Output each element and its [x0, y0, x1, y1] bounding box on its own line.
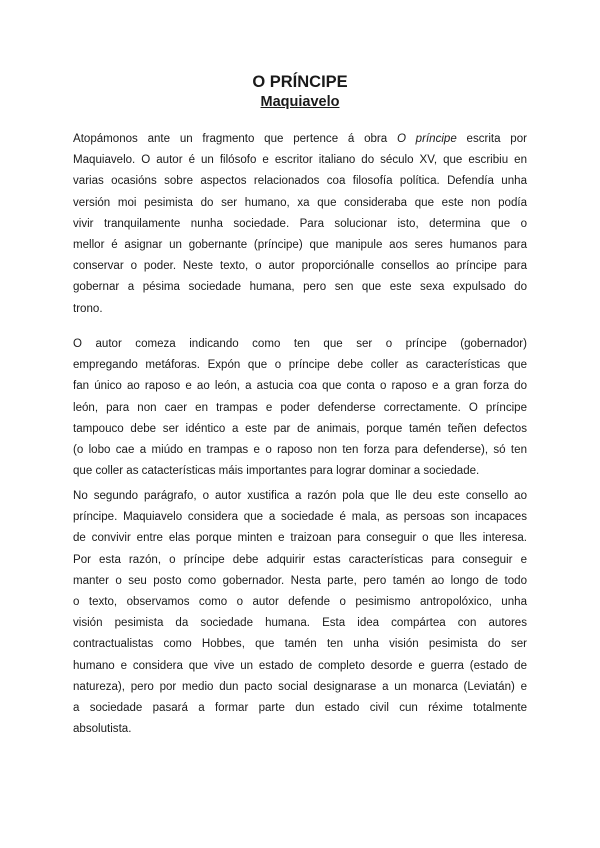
text-line: varias ocasións sobre aspectos relacionados coa filosofía política. Defendía unha: [73, 175, 527, 188]
text-line: manter o seu posto como gobernador. Nesta parte, pero tamén ao longo de todo: [73, 574, 527, 587]
text-line: O autor comeza indicando como ten que ser o príncipe (gobernador): [73, 338, 527, 350]
document-title: O PRÍNCIPE: [252, 73, 348, 91]
text-line: príncipe. Maquiavelo considera que a sociedade é mala, as persoas son incapaces: [73, 511, 527, 524]
text-line: mellor é asignar un gobernante (príncipe) que manipule aos seres humanos para: [73, 239, 527, 252]
paragraph-2: [73, 334, 527, 482]
paragraph-3: [73, 486, 527, 740]
text-line: a sociedade pasará a formar parte dun estado civil cun réxime totalmente: [73, 702, 527, 715]
text-line: Maquiavelo. O autor é un filósofo e escritor italiano do século XV, que escribiu en: [73, 154, 527, 167]
text-line: No segundo parágrafo, o autor xustifica a razón pola que lle deu este consello ao: [73, 490, 527, 502]
text-line: absolutista.: [73, 723, 132, 736]
text-line: león, para non caer en trampas e poder defenderse correctamente. O príncipe: [73, 401, 527, 414]
text-line: (o lobo cae a miúdo en trampas e o raposo non ten forza para defenderse), só ten: [73, 444, 527, 457]
text-line: Atopámonos ante un fragmento que pertence á obra O príncipe escrita por: [73, 133, 527, 145]
text-line: humano e considera que vive un estado de completo desorde e guerra (estado de: [73, 659, 527, 672]
text-line: empregando metáforas. Expón que o príncipe debe coller as características que: [73, 359, 527, 372]
text-line: conservar o poder. Neste texto, o autor proporciónalle consellos ao príncipe para: [73, 260, 527, 273]
text-line: contractualistas como Hobbes, que tamén ten unha visión pesimista do ser: [73, 638, 527, 651]
text-line: de convivir entre elas porque minten e traizoan para conseguir o que lles interesa.: [73, 532, 527, 545]
text-line: o texto, observamos como o autor defende o pesimismo antropolóxico, unha: [73, 596, 527, 609]
text-line: fan único ao raposo e ao león, a astucia coa que conta o raposo e a gran forza do: [73, 380, 527, 393]
document-author: Maquiavelo: [260, 94, 340, 110]
text-line: trono.: [73, 302, 103, 315]
text-line: natureza), pero por medio dun pacto social designarase a un monarca (Leviatán) e: [73, 680, 527, 693]
text-line: que coller as catacterísticas máis importantes para lograr dominar a sociedade.: [73, 465, 480, 478]
text-line: vivir tranquilamente nunha sociedade. Para solucionar isto, determina que o: [73, 217, 527, 230]
text-line: tampouco debe ser idéntico a este par de animais, porque tamén teñen defectos: [73, 422, 527, 435]
text-line: Por esta razón, o príncipe debe adquirir estas características para conseguir e: [73, 553, 527, 566]
paragraph-1: [73, 129, 527, 320]
text-line: gobernar a pésima sociedade humana, pero sen que este sexa expulsado do: [73, 281, 527, 294]
text-line: versión moi pesimista do ser humano, xa que consideraba que este non podía: [73, 196, 527, 209]
text-line: visión pesimista da sociedade humana. Esta idea compártea con autores: [73, 617, 527, 630]
book-title: O príncipe: [396, 133, 457, 145]
